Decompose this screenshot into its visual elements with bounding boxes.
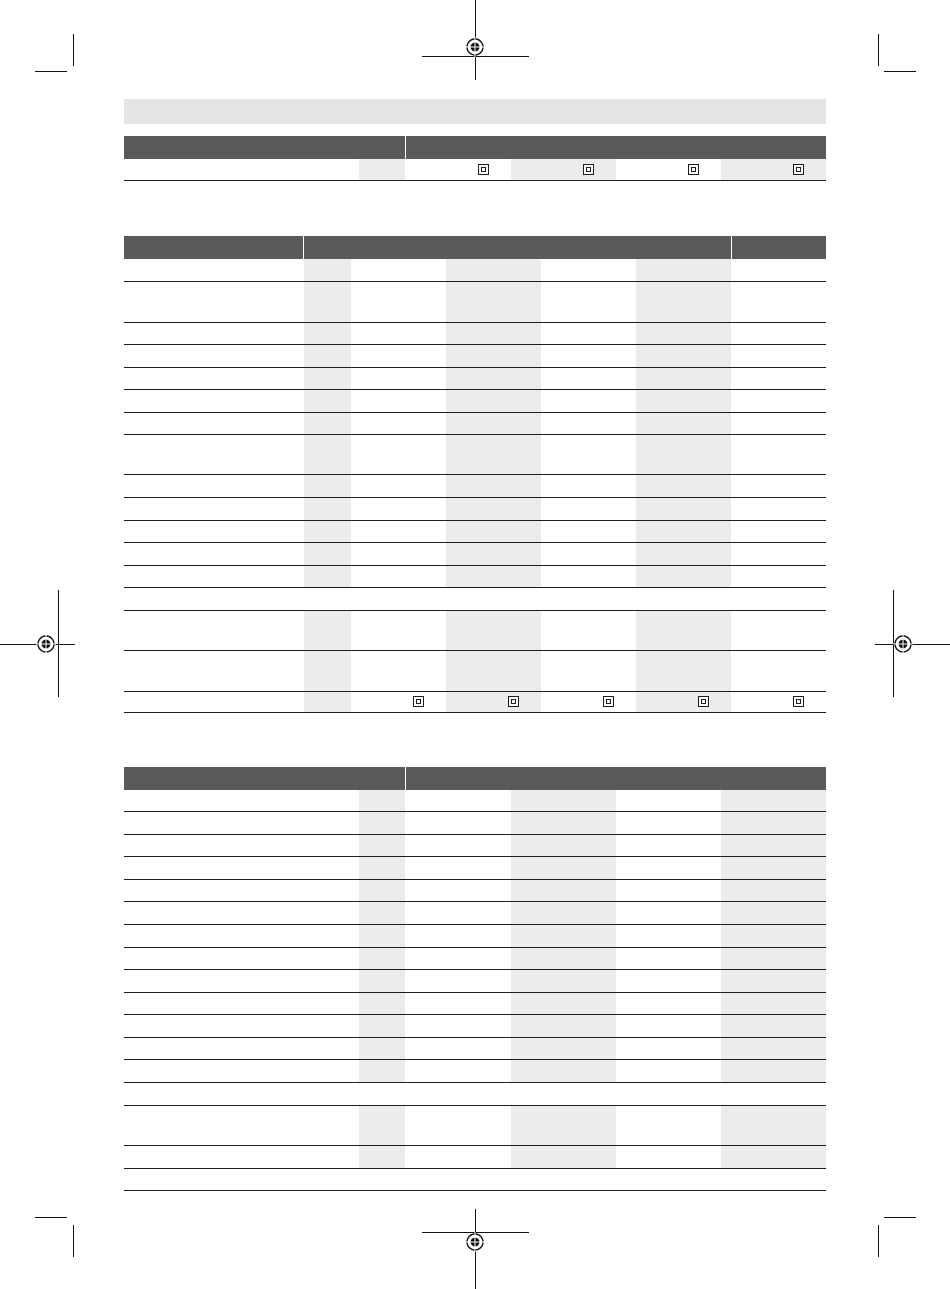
table-row (124, 812, 826, 835)
value-column-shade (721, 925, 826, 947)
table-row (124, 390, 826, 413)
table-row (124, 651, 826, 692)
table-row (124, 1038, 826, 1060)
value-column-shade (446, 413, 541, 434)
value-column-shade (446, 475, 541, 497)
value-column-shade (721, 835, 826, 856)
value-column-shade (721, 857, 826, 879)
value-column-shade (304, 651, 351, 691)
value-column-shade (511, 970, 616, 992)
value-column-shade (721, 159, 826, 180)
value-column-shade (511, 1060, 616, 1082)
value-column-shade (446, 390, 541, 412)
value-column-shade (511, 812, 616, 834)
value-column-shade (359, 1106, 405, 1145)
table-row (124, 1060, 826, 1083)
table-header (124, 136, 826, 159)
crop-mark-icon (35, 71, 67, 72)
value-column-shade (446, 692, 541, 712)
value-column-shade (721, 948, 826, 969)
table-row (124, 159, 826, 181)
value-column-shade (359, 857, 405, 879)
value-column-shade (359, 993, 405, 1014)
double-insulation-symbol-icon (793, 164, 804, 175)
value-column-shade (636, 435, 731, 474)
value-column-shade (636, 566, 731, 587)
value-column-shade (304, 259, 351, 281)
value-column-shade (721, 1146, 826, 1168)
table-middle (124, 236, 826, 713)
table-row (124, 323, 826, 345)
page-header-band (124, 99, 826, 124)
table-row (124, 902, 826, 925)
value-column-shade (304, 435, 351, 474)
value-column-shade (304, 345, 351, 367)
value-column-shade (446, 345, 541, 367)
crop-mark-icon (73, 1225, 74, 1257)
value-column-shade (359, 812, 405, 834)
double-insulation-symbol-icon (478, 164, 489, 175)
value-column-shade (511, 993, 616, 1014)
value-column-shade (304, 282, 351, 322)
value-column-shade (636, 345, 731, 367)
value-column-shade (721, 812, 826, 834)
value-column-shade (636, 413, 731, 434)
value-column-shade (636, 543, 731, 565)
value-column-shade (636, 498, 731, 520)
table-row (124, 970, 826, 993)
value-column-shade (359, 902, 405, 924)
value-column-shade (511, 948, 616, 969)
table-bottom (124, 767, 826, 1191)
table-row (124, 345, 826, 368)
table-top (124, 136, 826, 182)
table-row (124, 543, 826, 566)
value-column-shade (359, 1038, 405, 1059)
table-row (124, 282, 826, 323)
table-row (124, 993, 826, 1015)
value-column-shade (636, 521, 731, 542)
value-column-shade (446, 498, 541, 520)
value-column-shade (636, 259, 731, 281)
table-row (124, 692, 826, 713)
double-insulation-symbol-icon (508, 696, 519, 707)
value-column-shade (359, 790, 405, 811)
value-column-shade (359, 880, 405, 901)
table-row (124, 880, 826, 902)
value-column-shade (511, 159, 616, 180)
value-column-shade (359, 925, 405, 947)
value-column-shade (636, 475, 731, 497)
table-header-divider (731, 236, 732, 259)
value-column-shade (359, 1060, 405, 1082)
table-row (124, 925, 826, 948)
value-column-shade (304, 475, 351, 497)
value-column-shade (636, 368, 731, 389)
value-column-shade (304, 692, 351, 712)
value-column-shade (636, 651, 731, 691)
value-column-shade (511, 902, 616, 924)
crop-mark-icon (878, 1225, 879, 1257)
value-column-shade (359, 835, 405, 856)
value-column-shade (721, 790, 826, 811)
table-row (124, 611, 826, 651)
value-column-shade (511, 880, 616, 901)
table-row (124, 1106, 826, 1146)
table-section-row (124, 588, 826, 611)
value-column-shade (304, 498, 351, 520)
value-column-shade (304, 368, 351, 389)
value-column-shade (304, 390, 351, 412)
value-column-shade (636, 282, 731, 322)
table-header-divider (405, 136, 406, 159)
value-column-shade (721, 1038, 826, 1059)
double-insulation-symbol-icon (698, 696, 709, 707)
value-column-shade (511, 1038, 616, 1059)
table-section-row (124, 1169, 826, 1191)
value-column-shade (636, 390, 731, 412)
value-column-shade (721, 1015, 826, 1037)
crop-mark-icon (73, 34, 74, 66)
crop-mark-icon (884, 1217, 916, 1218)
table-row (124, 259, 826, 282)
table-row (124, 857, 826, 880)
value-column-shade (721, 1106, 826, 1145)
value-column-shade (446, 566, 541, 587)
value-column-shade (446, 521, 541, 542)
value-column-shade (511, 1015, 616, 1037)
value-column-shade (446, 368, 541, 389)
registration-mark-icon (465, 37, 485, 57)
table-row (124, 1146, 826, 1169)
table-row (124, 498, 826, 521)
value-column-shade (511, 1146, 616, 1168)
value-column-shade (446, 282, 541, 322)
value-column-shade (304, 521, 351, 542)
value-column-shade (721, 1060, 826, 1082)
value-column-shade (511, 857, 616, 879)
registration-mark-icon (465, 1232, 485, 1252)
value-column-shade (721, 993, 826, 1014)
value-column-shade (636, 611, 731, 650)
table-row (124, 521, 826, 543)
value-column-shade (446, 323, 541, 344)
double-insulation-symbol-icon (413, 696, 424, 707)
table-row (124, 1015, 826, 1038)
table-row (124, 948, 826, 970)
table-row (124, 413, 826, 435)
value-column-shade (446, 259, 541, 281)
table-row (124, 435, 826, 475)
value-column-shade (446, 435, 541, 474)
value-column-shade (304, 566, 351, 587)
value-column-shade (721, 970, 826, 992)
value-column-shade (359, 948, 405, 969)
registration-mark-icon (36, 634, 56, 654)
value-column-shade (511, 925, 616, 947)
table-row (124, 835, 826, 857)
unit-column-shade (359, 159, 405, 180)
value-column-shade (511, 1106, 616, 1145)
table-header-divider (303, 236, 304, 259)
crop-mark-icon (878, 34, 879, 66)
table-row (124, 566, 826, 588)
value-column-shade (304, 413, 351, 434)
table-row (124, 475, 826, 498)
value-column-shade (636, 692, 731, 712)
value-column-shade (636, 323, 731, 344)
value-column-shade (359, 970, 405, 992)
double-insulation-symbol-icon (793, 696, 804, 707)
crop-mark-icon (884, 71, 916, 72)
double-insulation-symbol-icon (603, 696, 614, 707)
value-column-shade (446, 611, 541, 650)
table-header-divider (405, 767, 406, 790)
value-column-shade (359, 1015, 405, 1037)
value-column-shade (359, 1146, 405, 1168)
value-column-shade (721, 902, 826, 924)
table-row (124, 790, 826, 812)
table-section-row (124, 1083, 826, 1106)
table-row (124, 368, 826, 390)
registration-mark-icon (893, 634, 913, 654)
table-header (124, 767, 826, 790)
double-insulation-symbol-icon (583, 164, 594, 175)
value-column-shade (446, 651, 541, 691)
value-column-shade (304, 323, 351, 344)
value-column-shade (511, 835, 616, 856)
table-header (124, 236, 826, 259)
double-insulation-symbol-icon (688, 164, 699, 175)
value-column-shade (721, 880, 826, 901)
value-column-shade (446, 543, 541, 565)
crop-mark-icon (35, 1217, 67, 1218)
value-column-shade (511, 790, 616, 811)
value-column-shade (304, 543, 351, 565)
value-column-shade (304, 611, 351, 650)
